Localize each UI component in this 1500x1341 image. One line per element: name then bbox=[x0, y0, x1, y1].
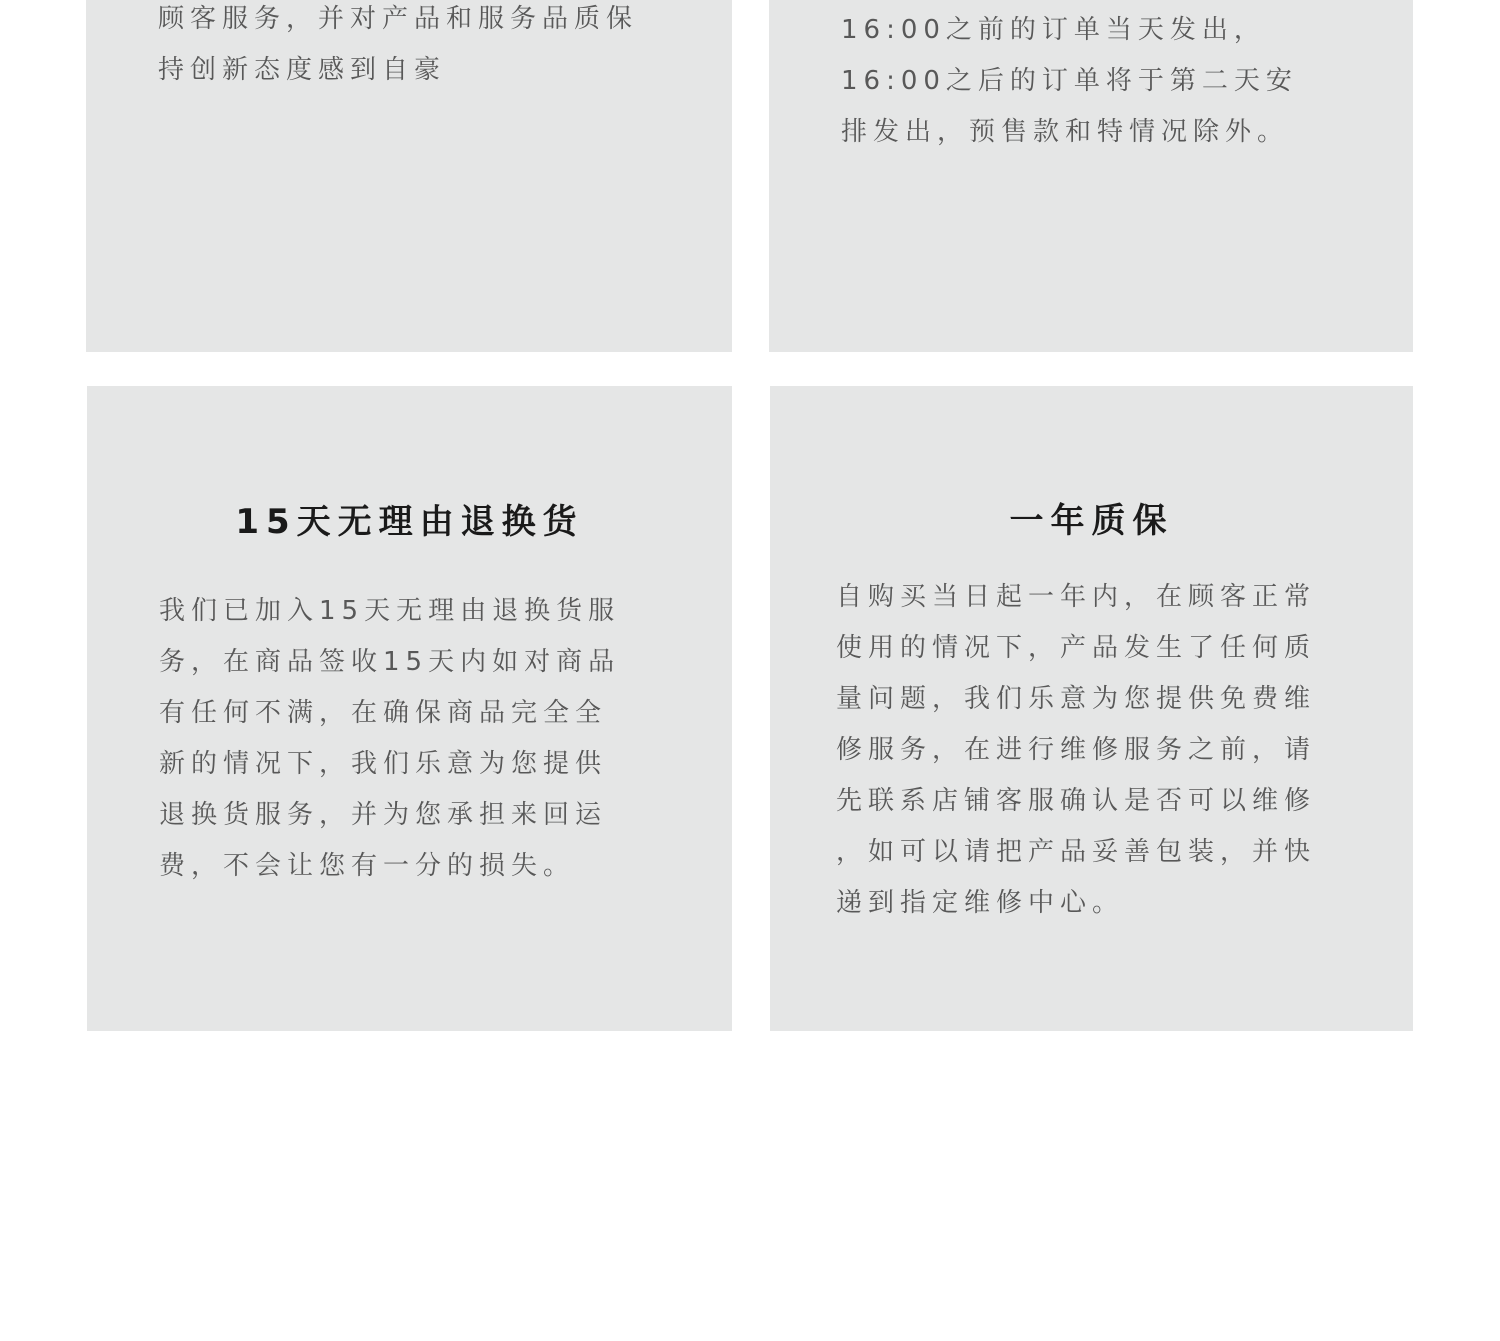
description-line: 费，不会让您有一分的损失。 bbox=[159, 851, 576, 881]
description-line: 有任何不满，在确保商品完全全 bbox=[159, 698, 608, 728]
description-line: 持创新态度感到自豪 bbox=[158, 55, 447, 85]
description-line: 16:00之前的订单当天发出， bbox=[841, 15, 1266, 45]
description-line: 16:00之后的订单将于第二天安 bbox=[841, 66, 1298, 96]
description-line: 新的情况下，我们乐意为您提供 bbox=[159, 749, 608, 779]
card-description bbox=[836, 572, 1316, 929]
card-description bbox=[158, 0, 645, 96]
description-line: 修服务，在进行维修服务之前，请 bbox=[836, 735, 1317, 765]
description-line: 递到指定维修中心。 bbox=[836, 888, 1125, 918]
description-line: 使用的情况下，产品发生了任何质 bbox=[836, 633, 1317, 663]
description-line: 先联系店铺客服确认是否可以维修 bbox=[836, 786, 1317, 816]
description-line: 自购买当日起一年内，在顾客正常 bbox=[836, 582, 1317, 612]
description-line: 务，在商品签收15天内如对商品 bbox=[159, 647, 621, 677]
card-description bbox=[841, 5, 1298, 158]
description-line: 量问题，我们乐意为您提供免费维 bbox=[836, 684, 1317, 714]
card-description bbox=[159, 586, 620, 892]
description-line: 顾客服务，并对产品和服务品质保 bbox=[158, 4, 639, 34]
service-card-returns bbox=[87, 386, 732, 1031]
service-card-warranty bbox=[770, 386, 1413, 1031]
description-line: 排发出，预售款和特情况除外。 bbox=[841, 117, 1290, 147]
description-line: 我们已加入15天无理由退换货服 bbox=[159, 596, 621, 626]
card-title: 一年质保 bbox=[1009, 501, 1174, 541]
service-card-shipping bbox=[769, 0, 1413, 352]
description-line: ，如可以请把产品妥善包装，并快 bbox=[836, 837, 1317, 867]
description-line: 退换货服务，并为您承担来回运 bbox=[159, 800, 608, 830]
service-card-customer-service bbox=[86, 0, 732, 352]
card-title: 15天无理由退换货 bbox=[235, 502, 584, 542]
